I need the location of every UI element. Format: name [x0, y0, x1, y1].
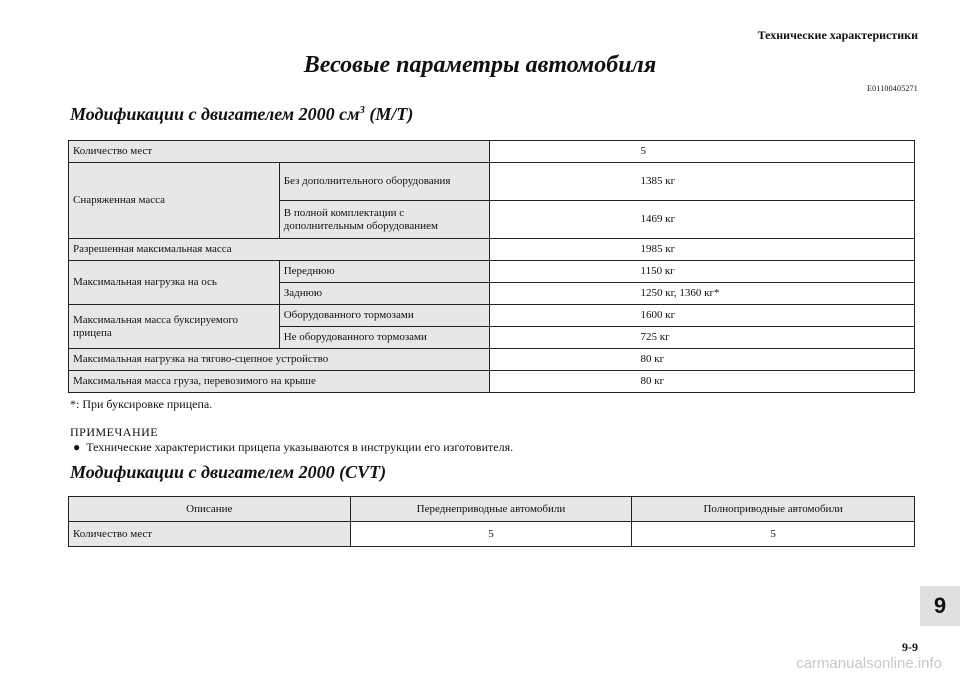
table-row — [69, 163, 915, 201]
section1-heading-sup: 3 — [359, 104, 365, 116]
table-row — [69, 239, 915, 261]
section2-heading: Модификации с двигателем 2000 (CVT) — [70, 462, 387, 482]
row-value: 5 — [632, 522, 915, 547]
row-value: 1469 кг — [490, 201, 915, 239]
table-row — [69, 371, 915, 393]
row-label: Максимальная нагрузка на тягово-сцепное устройство — [69, 349, 490, 371]
row-value: 1600 кг — [490, 305, 915, 327]
watermark: carmanualsonline.info — [796, 655, 942, 672]
seats-table-cvt — [68, 496, 915, 547]
table-header-row — [69, 497, 915, 522]
row-sublabel: Оборудованного тормозами — [279, 305, 490, 327]
row-value: 80 кг — [490, 349, 915, 371]
table-row — [69, 261, 915, 283]
row-label: Снаряженная масса — [69, 163, 280, 239]
row-value: 1250 кг, 1360 кг* — [490, 283, 915, 305]
section1-heading — [70, 104, 413, 125]
row-label: Максимальная нагрузка на ось — [69, 261, 280, 305]
page-number: 9-9 — [902, 640, 918, 654]
page-title: Весовые параметры автомобиля — [303, 52, 657, 78]
column-header: Описание — [69, 497, 351, 522]
row-value: 5 — [350, 522, 632, 547]
column-header: Переднеприводные автомобили — [350, 497, 632, 522]
weights-table-mt — [68, 140, 915, 393]
table-row — [69, 141, 915, 163]
row-label: Разрешенная максимальная масса — [69, 239, 490, 261]
row-value: 5 — [490, 141, 915, 163]
row-value: 80 кг — [490, 371, 915, 393]
footnote: *: При буксировке прицепа. — [70, 397, 213, 411]
row-value: 1385 кг — [490, 163, 915, 201]
note-title: ПРИМЕЧАНИЕ — [70, 425, 159, 439]
row-label: Максимальная масса буксируемого прицепа — [69, 305, 280, 349]
note-text: Технические характеристики прицепа указываются в инструкции его изготовителя. — [86, 440, 514, 454]
row-label: Количество мест — [69, 141, 490, 163]
row-label: Количество мест — [69, 522, 351, 547]
table-row — [69, 349, 915, 371]
column-header: Полноприводные автомобили — [632, 497, 915, 522]
row-sublabel: В полной комплектации с дополнительным оборудованием — [279, 201, 490, 239]
table-row — [69, 305, 915, 327]
row-label: Максимальная масса груза, перевозимого на крыше — [69, 371, 490, 393]
running-header: Технические характеристики — [757, 28, 918, 42]
section1-heading-text: Модификации с двигателем 2000 см — [70, 104, 360, 124]
document-code: E01100405271 — [867, 84, 918, 93]
row-sublabel: Не оборудованного тормозами — [279, 327, 490, 349]
chapter-tab: 9 — [920, 586, 960, 626]
section1-heading-suffix: (M/T) — [364, 104, 414, 124]
row-value: 1985 кг — [490, 239, 915, 261]
bullet-icon: ● — [73, 440, 81, 454]
table-row — [69, 522, 915, 547]
row-value: 725 кг — [490, 327, 915, 349]
row-sublabel: Заднюю — [279, 283, 490, 305]
note-item — [73, 440, 513, 455]
row-value: 1150 кг — [490, 261, 915, 283]
row-sublabel: Без дополнительного оборудования — [279, 163, 490, 201]
row-sublabel: Переднюю — [279, 261, 490, 283]
